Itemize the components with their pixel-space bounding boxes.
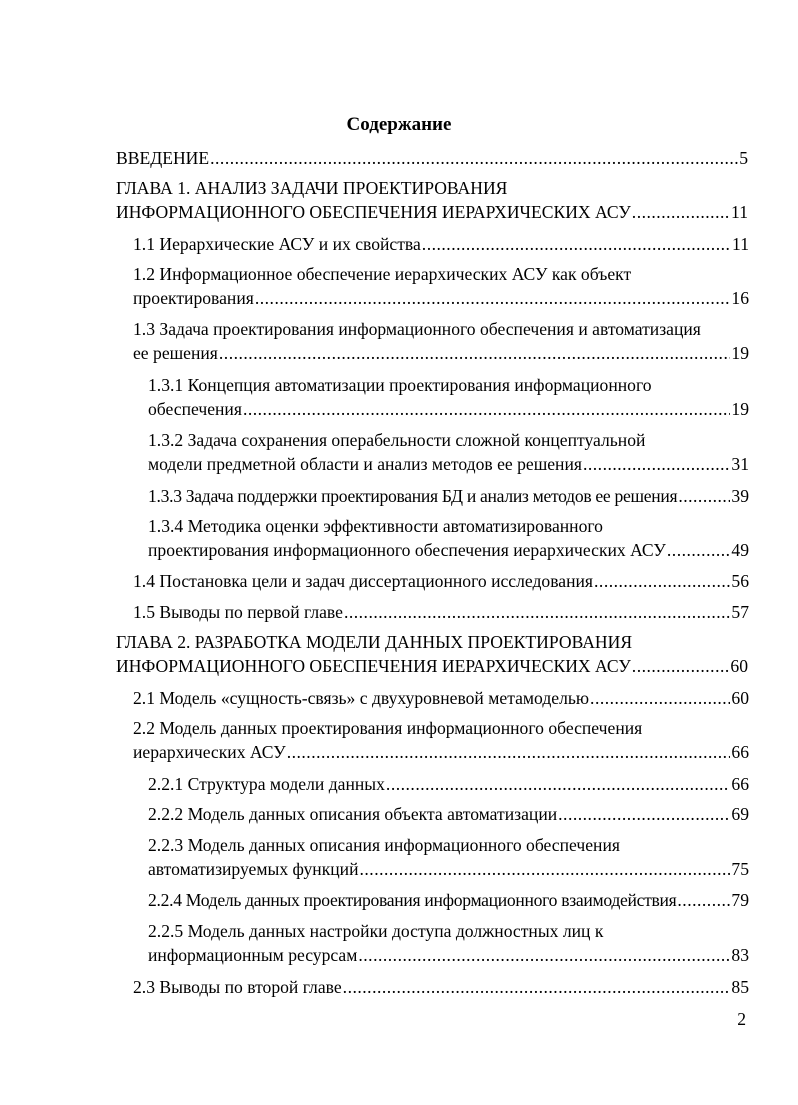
toc-entry-text: проектирования информационного обеспечения иерархических АСУ [148, 540, 666, 560]
toc-leader-dots [287, 740, 731, 764]
toc-page-number: 83 [731, 945, 749, 965]
toc-entry-text: 2.2.5 Модель данных настройки доступа должностных лиц к [148, 921, 604, 941]
toc-entry-2-1[interactable] [133, 686, 749, 710]
toc-leader-dots [422, 232, 731, 256]
toc-entry-1-3-2[interactable] [148, 428, 749, 476]
toc-page-number: 57 [731, 602, 749, 622]
toc-leader-dots [360, 857, 731, 881]
toc-entry-chapter-1[interactable] [116, 176, 748, 224]
toc-leader-dots [632, 654, 730, 678]
toc-leader-dots [677, 888, 730, 912]
toc-page-number: 60 [731, 688, 749, 708]
toc-entry-text: 1.3.4 Методика оценки эффективности автоматизированного [148, 516, 603, 536]
toc-leader-dots [344, 600, 730, 624]
toc-leader-dots [219, 341, 731, 365]
toc-page-number: 11 [731, 202, 748, 222]
toc-entry-chapter-2[interactable] [116, 630, 748, 678]
toc-entry-text: 1.3.1 Концепция автоматизации проектирования информационного [148, 375, 652, 395]
toc-entry-2-2-3[interactable] [148, 833, 749, 881]
toc-entry-text: 2.2.2 Модель данных описания объекта автоматизации [148, 804, 558, 824]
toc-page-number: 56 [731, 571, 749, 591]
toc-entry-text: 1.3.2 Задача сохранения операбельности сложной концептуальной [148, 430, 646, 450]
toc-entry-text: проектирования [133, 288, 254, 308]
toc-entry-text: 2.1 Модель «сущность-связь» с двухуровневой метамоделью [133, 688, 590, 708]
toc-leader-dots [594, 569, 730, 593]
toc-leader-dots [632, 200, 730, 224]
toc-entry-text: 1.4 Постановка цели и задач диссертационного исследования [133, 571, 594, 591]
toc-entry-2-2-1[interactable] [148, 772, 749, 796]
page-number: 2 [737, 1009, 746, 1029]
toc-entry-introduction[interactable] [116, 146, 748, 170]
toc-entry-text: 2.2 Модель данных проектирования информационного обеспечения [133, 718, 643, 738]
toc-entry-1-4[interactable] [133, 569, 749, 593]
toc-entry-text: модели предметной области и анализ методов ее решения [148, 454, 582, 474]
toc-entry-text: 1.1 Иерархические АСУ и их свойства [133, 234, 421, 254]
toc-entry-2-2[interactable] [133, 716, 749, 764]
toc-page-number: 19 [731, 399, 749, 419]
toc-entry-text: 2.2.1 Структура модели данных [148, 774, 385, 794]
toc-entry-text: 1.2 Информационное обеспечение иерархических АСУ как объект [133, 264, 632, 284]
toc-entry-text: ее решения [133, 343, 218, 363]
toc-entry-text: 1.3 Задача проектирования информационного обеспечения и автоматизация [133, 319, 701, 339]
toc-entry-text: иерархических АСУ [133, 742, 286, 762]
toc-page-number: 39 [731, 486, 749, 506]
toc-entry-text: обеспечения [148, 399, 242, 419]
toc-leader-dots [590, 686, 730, 710]
toc-entry-text: ИНФОРМАЦИОННОГО ОБЕСПЕЧЕНИЯ ИЕРАРХИЧЕСКИХ АСУ [116, 656, 631, 676]
toc-entry-2-2-5[interactable] [148, 919, 749, 967]
toc-entry-text: 1.3.3 Задача поддержки проектирования БД и анализ методов ее решения [148, 486, 678, 506]
toc-leader-dots [583, 452, 730, 476]
toc-page-number: 11 [732, 234, 749, 254]
toc-entry-text: ИНФОРМАЦИОННОГО ОБЕСПЕЧЕНИЯ ИЕРАРХИЧЕСКИХ АСУ [116, 202, 631, 222]
toc-entry-text: ГЛАВА 1. АНАЛИЗ ЗАДАЧИ ПРОЕКТИРОВАНИЯ [116, 178, 508, 198]
toc-entry-text: информационным ресурсам [148, 945, 358, 965]
toc-leader-dots [558, 802, 730, 826]
toc-leader-dots [386, 772, 730, 796]
toc-page-number: 60 [730, 656, 748, 676]
toc-page-number: 5 [739, 148, 748, 168]
toc-entry-1-3-4[interactable] [148, 514, 749, 562]
toc-entry-text: 1.5 Выводы по первой главе [133, 602, 343, 622]
toc-entry-2-3[interactable] [133, 975, 749, 999]
toc-leader-dots [358, 943, 730, 967]
toc-page-number: 66 [731, 774, 749, 794]
toc-page-number: 19 [731, 343, 749, 363]
toc-page-number: 69 [731, 804, 749, 824]
toc-entry-text: 2.3 Выводы по второй главе [133, 977, 342, 997]
page-title: Содержание [346, 114, 452, 135]
toc-page-number: 16 [731, 288, 749, 308]
toc-entry-1-3-3[interactable] [148, 484, 749, 508]
toc-page-number: 31 [731, 454, 749, 474]
toc-leader-dots [210, 146, 738, 170]
toc-entry-2-2-2[interactable] [148, 802, 749, 826]
toc-leader-dots [343, 975, 731, 999]
toc-page-number: 75 [731, 859, 749, 879]
toc-page-number: 66 [731, 742, 749, 762]
toc-entry-text: 2.2.4 Модель данных проектирования информационного взаимодействия [148, 890, 677, 910]
toc-entry-1-3[interactable] [133, 317, 749, 365]
toc-entry-text: ВВЕДЕНИЕ [116, 148, 210, 168]
toc-page-number: 49 [731, 540, 749, 560]
toc-entry-1-1[interactable] [133, 232, 749, 256]
toc-entry-text: ГЛАВА 2. РАЗРАБОТКА МОДЕЛИ ДАННЫХ ПРОЕКТИРОВАНИЯ [116, 632, 633, 652]
toc-entry-1-5[interactable] [133, 600, 749, 624]
toc-page-number: 85 [731, 977, 749, 997]
toc-leader-dots [255, 286, 731, 310]
toc-entry-text: 2.2.3 Модель данных описания информационного обеспечения [148, 835, 620, 855]
toc-page-number: 79 [731, 890, 749, 910]
toc-leader-dots [243, 397, 730, 421]
toc-entry-2-2-4[interactable] [148, 888, 749, 912]
toc-leader-dots [678, 484, 730, 508]
toc-entry-1-2[interactable] [133, 262, 749, 310]
toc-entry-text: автоматизируемых функций [148, 859, 359, 879]
toc-leader-dots [667, 538, 731, 562]
toc-entry-1-3-1[interactable] [148, 373, 749, 421]
